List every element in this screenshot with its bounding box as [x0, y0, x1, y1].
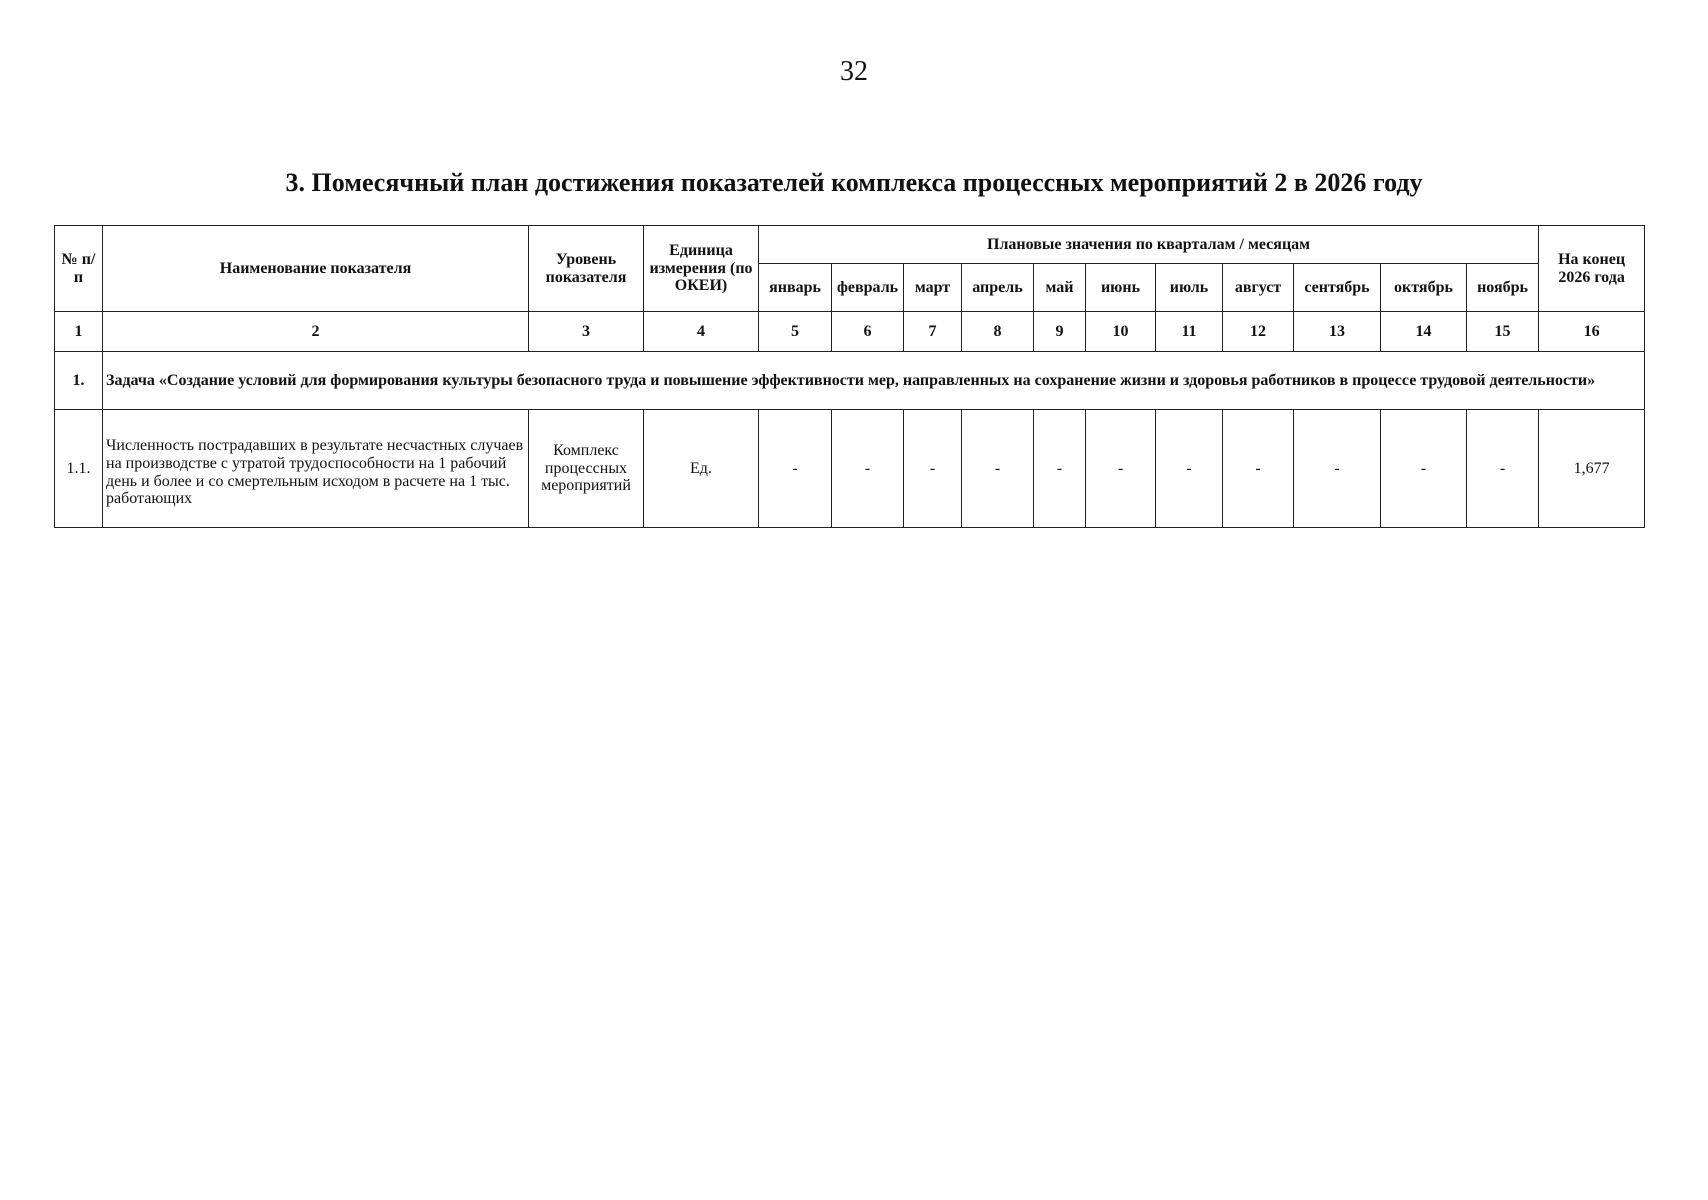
header-month-mar: март — [904, 264, 962, 312]
indicator-number: 1.1. — [55, 410, 103, 528]
header-month-apr: апрель — [962, 264, 1034, 312]
value-jan: - — [759, 410, 832, 528]
value-oct: - — [1381, 410, 1467, 528]
header-month-nov: ноябрь — [1467, 264, 1539, 312]
header-month-aug: август — [1223, 264, 1294, 312]
header-level: Уровень показателя — [529, 226, 644, 312]
column-number: 7 — [904, 312, 962, 352]
column-number: 2 — [103, 312, 529, 352]
column-number: 6 — [832, 312, 904, 352]
value-jun: - — [1086, 410, 1156, 528]
header-month-sep: сентябрь — [1294, 264, 1381, 312]
value-feb: - — [832, 410, 904, 528]
value-apr: - — [962, 410, 1034, 528]
indicator-level: Комплекс процессных мероприятий — [529, 410, 644, 528]
header-end: На конец 2026 года — [1539, 226, 1645, 312]
header-num: № п/п — [55, 226, 103, 312]
indicator-unit: Ед. — [644, 410, 759, 528]
header-unit: Единица измерения (по ОКЕИ) — [644, 226, 759, 312]
value-end-of-year: 1,677 — [1539, 410, 1645, 528]
header-month-jun: июнь — [1086, 264, 1156, 312]
header-month-oct: октябрь — [1381, 264, 1467, 312]
task-description: Задача «Создание условий для формирования культуры безопасного труда и повышение эффективности мер, направленных на сохранение жизни и здоровья работников в процессе трудовой деятельности» — [103, 352, 1645, 410]
column-number: 1 — [55, 312, 103, 352]
column-number: 10 — [1086, 312, 1156, 352]
column-number: 16 — [1539, 312, 1645, 352]
indicator-name: Численность пострадавших в результате несчастных случаев на производстве с утратой трудоспособности на 1 рабочий день и более и со смертельным исходом в расчете на 1 тыс. работающих — [103, 410, 529, 528]
table-row — [55, 410, 1645, 528]
task-row — [55, 352, 1645, 410]
column-number: 13 — [1294, 312, 1381, 352]
value-aug: - — [1223, 410, 1294, 528]
header-month-jan: январь — [759, 264, 832, 312]
page-title: 3. Помесячный план достижения показателей комплекса процессных мероприятий 2 в 2026 году — [285, 168, 1423, 197]
page-number: 32 — [840, 56, 868, 87]
column-number: 4 — [644, 312, 759, 352]
column-number: 3 — [529, 312, 644, 352]
value-jul: - — [1156, 410, 1223, 528]
value-nov: - — [1467, 410, 1539, 528]
header-month-jul: июль — [1156, 264, 1223, 312]
value-may: - — [1034, 410, 1086, 528]
task-number: 1. — [55, 352, 103, 410]
column-number: 9 — [1034, 312, 1086, 352]
column-number: 15 — [1467, 312, 1539, 352]
column-number: 14 — [1381, 312, 1467, 352]
column-number: 5 — [759, 312, 832, 352]
monthly-plan-table — [54, 225, 1645, 528]
header-planned: Плановые значения по кварталам / месяцам — [759, 226, 1539, 264]
column-number: 11 — [1156, 312, 1223, 352]
header-month-feb: февраль — [832, 264, 904, 312]
value-sep: - — [1294, 410, 1381, 528]
column-number: 8 — [962, 312, 1034, 352]
value-mar: - — [904, 410, 962, 528]
header-name: Наименование показателя — [103, 226, 529, 312]
column-number: 12 — [1223, 312, 1294, 352]
header-month-may: май — [1034, 264, 1086, 312]
